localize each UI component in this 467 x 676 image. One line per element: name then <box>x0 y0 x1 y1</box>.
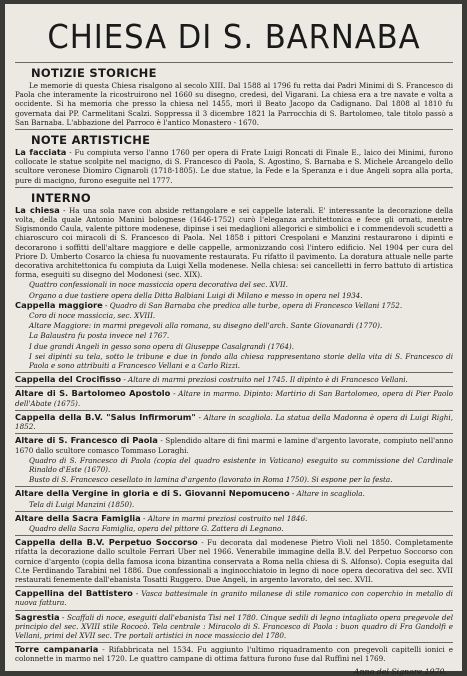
confessionali-text: Quattro confessionali in noce massiccia opera decorativa del sec. XVII. <box>29 280 288 290</box>
maggiore-label: Cappella maggiore <box>15 299 103 310</box>
bartolomeo-label: Altare di S. Bartolomeo Apostolo <box>15 388 171 399</box>
divider <box>15 642 453 643</box>
vergine-label: Altare della Vergine in gloria e di S. Giovanni Nepomuceno <box>15 488 290 499</box>
maggiore-paragraph <box>15 301 453 310</box>
infirmorum-text: - Altare in scagliola. La statua della Madonna è opera di Luigi Righi, 1852. <box>15 412 453 432</box>
divider <box>15 187 453 188</box>
vergine-text: - Altare in scagliola. <box>289 489 365 499</box>
maggiore-text: - Quadro di San Barnaba che predica alle turbe, opera di Francesco Vellani 1752. <box>102 300 403 310</box>
battistero-text: - Vasca battesimale in granito milanese di stile romanico con coperchio in metallo di nuova fattura. <box>15 589 453 608</box>
sagrestia-text: - Scaffali di noce, eseguiti dall'ebanista Tisi nel 1780. Cinque sedili di legno intagliato opera pregevole del principio del sec. XVIII stile Rococò. Tela centrale : Miracolo di S. Francesco di Paola : buon quadro di Fra Gandolfi e Vellani, primi del XVII sec. Tre portali artistici in noce massiccio del 1780. <box>15 612 453 640</box>
divider <box>15 62 453 63</box>
francesco-label: Altare di S. Francesco di Paola <box>15 435 158 446</box>
francesco-quadro-text: Quadro di S. Francesco di Paola (copia del quadro esistente in Vaticano) eseguito su commissione del Cardinale Rinaldo d'Este (1670). <box>29 455 453 474</box>
divider <box>15 372 453 373</box>
bartolomeo-paragraph <box>15 389 453 407</box>
section-heading-notizie: NOTIZIE STORICHE <box>31 66 157 80</box>
divider <box>15 586 453 587</box>
chiesa-paragraph <box>15 206 453 280</box>
torre-paragraph <box>15 645 453 663</box>
facciata-label: La facciata <box>15 147 67 158</box>
soccorso-text: - Fu decorata dal modenese Pietro Violi nel 1850. Completamente rifatta la decorazione dallo scultole Ferrari Uber nel 1966. Venerabile immagine della B.V. del Perpetuo Soccorso con cornice d'argento (copia della famosa icona bizantina conservata a Roma nella chiesa di S. Alfonso). Copia eseguita dal C.te Ferdinando Tarabini nel 1886. Due confessionali a inginocchiatoio in legno di noce opera decorativa del sec. XVII restaurati fenemente dall'ebanista Tosatti Ruggero. Due Angeli, in argento lavorato, del sec. XVII. <box>15 538 453 584</box>
facciata-paragraph <box>15 148 453 185</box>
crocifisso-paragraph <box>15 375 453 384</box>
divider <box>15 410 453 411</box>
page-title: CHIESA DI S. BARNABA <box>47 17 421 56</box>
famiglia-label: Altare della Sacra Famiglia <box>15 512 141 523</box>
divider <box>15 129 453 130</box>
battistero-paragraph <box>15 589 453 607</box>
crocifisso-label: Cappella del Crocifisso <box>15 374 122 385</box>
coro-text: Coro di noce massiccia, sec. XVIII. <box>29 311 156 321</box>
famiglia-paragraph <box>15 514 453 523</box>
divider <box>15 610 453 611</box>
chiesa-label: La chiesa <box>15 204 60 215</box>
balaustra-text: La Balaustra fu posta invece nel 1767. <box>29 331 170 341</box>
famiglia-text: - Altare in marmi preziosi costruito nel 1846. <box>140 513 308 523</box>
notizie-text: Le memorie di questa Chiesa risalgono al secolo XIII. Dal 1588 al 1796 fu retta dai Padri Minimi di S. Francesco di Paola che interamente la ricostruirono nel 1660 su disegno, credesi, del Vigarani. La chiesa era a tre navate e volta a occidente. Si ha memoria che presso la chiesa nel 1455, morì il Beato Jacopo da Cadignano. Dal 1808 al 1810 fu governata dai PP. Carmelitani Scalzi. Soppressa il 3 dicembre 1821 la Parrocchia di S. Bartolomeo, tale titolo passò a San Barnaba. L'abbazione del Parroco è l'antico Monastero - 1670. <box>15 81 453 127</box>
vergine-paragraph <box>15 489 453 498</box>
section-heading-interno: INTERNO <box>31 190 91 205</box>
battistero-label: Cappellina del Battistero <box>15 588 133 599</box>
infirmorum-paragraph <box>15 413 453 431</box>
bartolomeo-text: - Altare in marmo. Dipinto: Martirio di San Bartolomeo, opera di Pier Paolo dell'Abate (1675). <box>15 389 454 408</box>
crocifisso-text: - Altare di marmi preziosi costruito nel 1745. Il dipinto è di Francesco Vellani. <box>121 375 408 385</box>
chiesa-text: - Ha una sola nave con abside rettangolare e sei cappelle laterali. E' interessante la decorazione della volta, della quale Antonio Manini bolognese (1646-1752) curò l'eleganza architettonica e fece gli ornati, mentre Sigismondo Caula, valente pittore modenese, dipinse i sei medaglioni allegorici e simbolici e i commendevoli scudetti a chiaroscuro coi miracoli di S. Francesco di Paola. Nel 1858 i pittori Crespolani e Manzini restaurarono i dipinti e decorarono i soffitti dell'altare maggiore e delle cappelle, armonizzando così l'intero edificio. Nel 1904 per cura del Priore D. Umberto Cosarco la chiesa fu nuovamente restaurata. Fu rifatto il pavimento. La doratura attuale nelle parte decorativa architettonica fu compiuta da Luigi Xella modenese. Nella chiesa: sei cancelletti in ferro battuto di artistica forma, eseguiti su disegno del Modonesi (sec. XIX). <box>15 205 453 280</box>
divider <box>15 511 453 512</box>
torre-label: Torre campanaria <box>15 644 99 655</box>
infirmorum-label: Cappella della B.V. "Salus Infirmorum" <box>15 411 196 422</box>
torre-text: - Rifabbricata nel 1534. Fu aggiunto l'ultimo riquadramento con pregevoli capitelli ionici e colonnette in marmo nel 1720. Le quattro campane di ottima fattura furono fuse dal Ruffini nel 1769. <box>15 645 453 664</box>
section-heading-artistiche: NOTE ARTISTICHE <box>31 133 151 148</box>
dipinti-text: I sei dipinti su tela, sotto le tribune e due in fondo alla chiesa rappresentano storie della vita di S. Francesco di Paola e sono attribuiti a Francesco Vellani e a Carlo Rizzi. <box>29 351 453 371</box>
francesco-paragraph <box>15 436 453 454</box>
divider <box>15 433 453 434</box>
footer-date: Anno del Signore 1970. <box>353 666 447 676</box>
famiglia-quadro-text: Quadro della Sacra Famiglia, opera del pittore G. Zattera di Legnano. <box>29 523 284 533</box>
facciata-text: - Fu compiuta verso l'anno 1760 per opera di Frate Luigi Roncati di Finale E., laico dei Minimi, furono collocate le statue scolpite nel macigno, di S. Francesco di Paola, S. Agostino, S. Barnaba e S. Michele Arcangelo dello scultore veronese Diomiro Cignaroli (1718-1805). Le due statue, la Fede e la Speranza e i due Angeli sopra alla porta, pure di macigno, furono eseguite nel 1777. <box>15 148 453 185</box>
sagrestia-label: Sagrestia <box>15 611 60 622</box>
church-info-plaque <box>5 4 462 676</box>
organo-text: Organo a due tastiere opera della Ditta Balbiani Luigi di Milano e messo in opera nel 1934. <box>29 290 363 300</box>
vergine-tela-text: Tela di Luigi Manzini (1850). <box>29 499 135 509</box>
divider <box>15 535 453 536</box>
soccorso-paragraph <box>15 538 453 584</box>
divider <box>15 386 453 387</box>
soccorso-label: Cappella della B.V. Perpetuo Soccorso <box>15 537 198 548</box>
francesco-busto-text: Busto di S. Francesco cesellato in lamina d'argento (lavorato in Roma 1750). Si espone per la festa. <box>29 475 393 485</box>
angeli-text: I due grandi Angeli in gesso sono opera di Giuseppe Casalgrandi (1764). <box>29 341 294 351</box>
sagrestia-paragraph <box>15 613 453 641</box>
divider <box>15 486 453 487</box>
altare-maggiore-text: Altare Maggiore: in marmi pregevoli alla romana, su disegno dell'arch. Sante Giovanardi (1770). <box>29 321 383 331</box>
francesco-text: - Splendido altare di fini marmi e lamine d'argento lavorate, compiuto nell'anno 1670 dallo scultore comasco Tommaso Loraghi. <box>15 436 453 455</box>
